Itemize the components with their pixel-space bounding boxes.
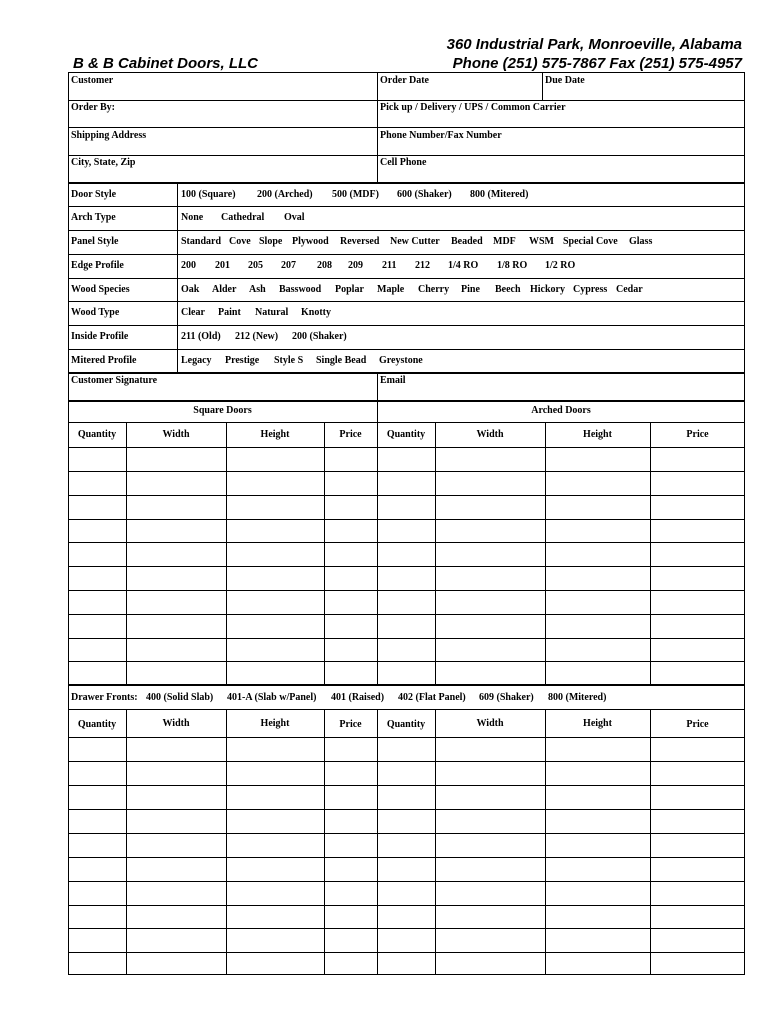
cell-phone-field[interactable]: Cell Phone bbox=[380, 157, 427, 168]
square-width-header: Width bbox=[162, 429, 190, 440]
edge-profile-option[interactable]: 205 bbox=[248, 260, 263, 271]
inside-profile-option[interactable]: 200 (Shaker) bbox=[292, 331, 347, 342]
mitered-profile-option[interactable]: Legacy bbox=[181, 355, 212, 366]
mitered-profile-option[interactable]: Prestige bbox=[225, 355, 260, 366]
inside-profile-option[interactable]: 211 (Old) bbox=[181, 331, 221, 342]
wood-type-label: Wood Type bbox=[71, 307, 120, 318]
arch-type-label: Arch Type bbox=[71, 212, 116, 223]
panel-style-option[interactable]: Cove bbox=[229, 236, 251, 247]
table-row[interactable] bbox=[68, 614, 745, 615]
table-row[interactable] bbox=[68, 952, 745, 953]
drawer-price-header: Price bbox=[339, 719, 362, 730]
panel-style-option[interactable]: New Cutter bbox=[390, 236, 440, 247]
door-style-option[interactable]: 600 (Shaker) bbox=[397, 189, 452, 200]
square-height-header: Height bbox=[260, 429, 290, 440]
door-style-option[interactable]: 800 (Mitered) bbox=[470, 189, 529, 200]
pickup-delivery-field[interactable]: Pick up / Delivery / UPS / Common Carrier bbox=[380, 102, 566, 113]
panel-style-option[interactable]: Special Cove bbox=[563, 236, 618, 247]
arched-doors-title: Arched Doors bbox=[531, 405, 591, 416]
arch-type-option[interactable]: Cathedral bbox=[221, 212, 265, 223]
arch-type-option[interactable]: Oval bbox=[284, 212, 305, 223]
arched-price-header: Price bbox=[686, 429, 709, 440]
wood-species-label: Wood Species bbox=[71, 284, 130, 295]
city-state-zip-field[interactable]: City, State, Zip bbox=[71, 157, 136, 168]
panel-style-option[interactable]: Standard bbox=[181, 236, 222, 247]
wood-species-option[interactable]: Oak bbox=[181, 284, 200, 295]
table-row[interactable] bbox=[68, 471, 745, 472]
drawer-width-header-2: Width bbox=[476, 718, 504, 729]
door-style-option[interactable]: 200 (Arched) bbox=[257, 189, 313, 200]
customer-field[interactable]: Customer bbox=[71, 75, 114, 86]
wood-type-option[interactable]: Natural bbox=[255, 307, 289, 318]
edge-profile-option[interactable]: 201 bbox=[215, 260, 230, 271]
edge-profile-option[interactable]: 1/8 RO bbox=[497, 260, 528, 271]
table-row[interactable] bbox=[68, 519, 745, 520]
wood-species-option[interactable]: Alder bbox=[212, 284, 237, 295]
order-by-field[interactable]: Order By: bbox=[71, 102, 115, 113]
customer-signature-field[interactable]: Customer Signature bbox=[71, 375, 158, 386]
table-row[interactable] bbox=[68, 857, 745, 858]
square-doors-title: Square Doors bbox=[193, 405, 252, 416]
wood-species-option[interactable]: Ash bbox=[249, 284, 266, 295]
panel-style-option[interactable]: Slope bbox=[259, 236, 283, 247]
door-style-option[interactable]: 100 (Square) bbox=[181, 189, 236, 200]
due-date-field[interactable]: Due Date bbox=[545, 75, 585, 86]
table-row[interactable] bbox=[68, 833, 745, 834]
edge-profile-option[interactable]: 1/2 RO bbox=[545, 260, 576, 271]
drawer-front-option[interactable]: 609 (Shaker) bbox=[479, 692, 534, 703]
drawer-front-option[interactable]: 400 (Solid Slab) bbox=[146, 692, 214, 703]
drawer-front-option[interactable]: 401 (Raised) bbox=[331, 692, 385, 703]
edge-profile-option[interactable]: 209 bbox=[348, 260, 363, 271]
arched-width-header: Width bbox=[476, 429, 504, 440]
panel-style-option[interactable]: Reversed bbox=[340, 236, 380, 247]
mitered-profile-label: Mitered Profile bbox=[71, 355, 137, 366]
edge-profile-option[interactable]: 211 bbox=[382, 260, 397, 271]
table-row[interactable] bbox=[68, 638, 745, 639]
edge-profile-option[interactable]: 1/4 RO bbox=[448, 260, 479, 271]
wood-type-option[interactable]: Knotty bbox=[301, 307, 331, 318]
wood-species-option[interactable]: Cherry bbox=[418, 284, 450, 295]
table-row[interactable] bbox=[68, 809, 745, 810]
panel-style-option[interactable]: Glass bbox=[629, 236, 653, 247]
mitered-profile-option[interactable]: Greystone bbox=[379, 355, 423, 366]
order-date-field[interactable]: Order Date bbox=[380, 75, 429, 86]
phone-fax-field[interactable]: Phone Number/Fax Number bbox=[380, 130, 502, 141]
wood-species-option[interactable]: Pine bbox=[461, 284, 480, 295]
wood-species-option[interactable]: Hickory bbox=[530, 284, 565, 295]
table-row[interactable] bbox=[68, 928, 745, 929]
edge-profile-option[interactable]: 212 bbox=[415, 260, 430, 271]
table-row[interactable] bbox=[68, 661, 745, 662]
shipping-address-field[interactable]: Shipping Address bbox=[71, 130, 147, 141]
door-style-option[interactable]: 500 (MDF) bbox=[332, 189, 379, 200]
drawer-front-option[interactable]: 402 (Flat Panel) bbox=[398, 692, 466, 703]
table-row[interactable] bbox=[68, 590, 745, 591]
drawer-width-header: Width bbox=[162, 718, 190, 729]
drawer-fronts-label: Drawer Fronts: bbox=[71, 692, 138, 703]
inside-profile-label: Inside Profile bbox=[71, 331, 129, 342]
edge-profile-option[interactable]: 200 bbox=[181, 260, 196, 271]
door-style-label: Door Style bbox=[71, 189, 117, 200]
drawer-front-option[interactable]: 800 (Mitered) bbox=[548, 692, 607, 703]
wood-type-option[interactable]: Clear bbox=[181, 307, 205, 318]
edge-profile-option[interactable]: 207 bbox=[281, 260, 296, 271]
signature-email-block bbox=[68, 373, 745, 401]
panel-style-option[interactable]: Beaded bbox=[451, 236, 483, 247]
wood-species-option[interactable]: Maple bbox=[377, 284, 405, 295]
table-row[interactable] bbox=[68, 495, 745, 496]
drawer-height-header-2: Height bbox=[583, 718, 612, 729]
arch-type-option[interactable]: None bbox=[181, 212, 204, 223]
wood-species-option[interactable]: Cypress bbox=[573, 284, 608, 295]
panel-style-option[interactable]: WSM bbox=[529, 236, 554, 247]
panel-style-label: Panel Style bbox=[71, 236, 119, 247]
company-name: B & B Cabinet Doors, LLC bbox=[73, 55, 259, 72]
drawer-price-header-2: Price bbox=[686, 719, 709, 730]
panel-style-option[interactable]: MDF bbox=[493, 236, 516, 247]
square-price-header: Price bbox=[339, 429, 362, 440]
wood-species-option[interactable]: Basswood bbox=[279, 284, 322, 295]
table-row[interactable] bbox=[68, 881, 745, 882]
arched-height-header: Height bbox=[583, 429, 612, 440]
square-quantity-header: Quantity bbox=[77, 429, 117, 440]
email-field[interactable]: Email bbox=[380, 375, 406, 386]
wood-type-option[interactable]: Paint bbox=[218, 307, 241, 318]
table-row[interactable] bbox=[68, 542, 745, 543]
mitered-profile-option[interactable]: Style S bbox=[274, 355, 304, 366]
table-row[interactable] bbox=[68, 905, 745, 906]
mitered-profile-option[interactable]: Single Bead bbox=[316, 355, 367, 366]
drawer-quantity-header-2: Quantity bbox=[386, 719, 426, 730]
edge-profile-option[interactable]: 208 bbox=[317, 260, 332, 271]
drawer-front-option[interactable]: 401-A (Slab w/Panel) bbox=[227, 692, 317, 703]
drawer-quantity-header: Quantity bbox=[77, 719, 117, 730]
wood-species-option[interactable]: Beech bbox=[495, 284, 521, 295]
wood-species-option[interactable]: Cedar bbox=[616, 284, 643, 295]
doors-section bbox=[68, 401, 745, 685]
wood-species-option[interactable]: Poplar bbox=[335, 284, 364, 295]
table-row[interactable] bbox=[68, 785, 745, 786]
inside-profile-option[interactable]: 212 (New) bbox=[235, 331, 279, 342]
arched-quantity-header: Quantity bbox=[386, 429, 426, 440]
company-address: 360 Industrial Park, Monroeville, Alabama bbox=[446, 36, 742, 53]
edge-profile-label: Edge Profile bbox=[71, 260, 124, 271]
company-phone-fax: Phone (251) 575-7867 Fax (251) 575-4957 bbox=[452, 55, 742, 72]
table-row[interactable] bbox=[68, 566, 745, 567]
drawer-height-header: Height bbox=[260, 718, 290, 729]
panel-style-option[interactable]: Plywood bbox=[292, 236, 329, 247]
table-row[interactable] bbox=[68, 761, 745, 762]
